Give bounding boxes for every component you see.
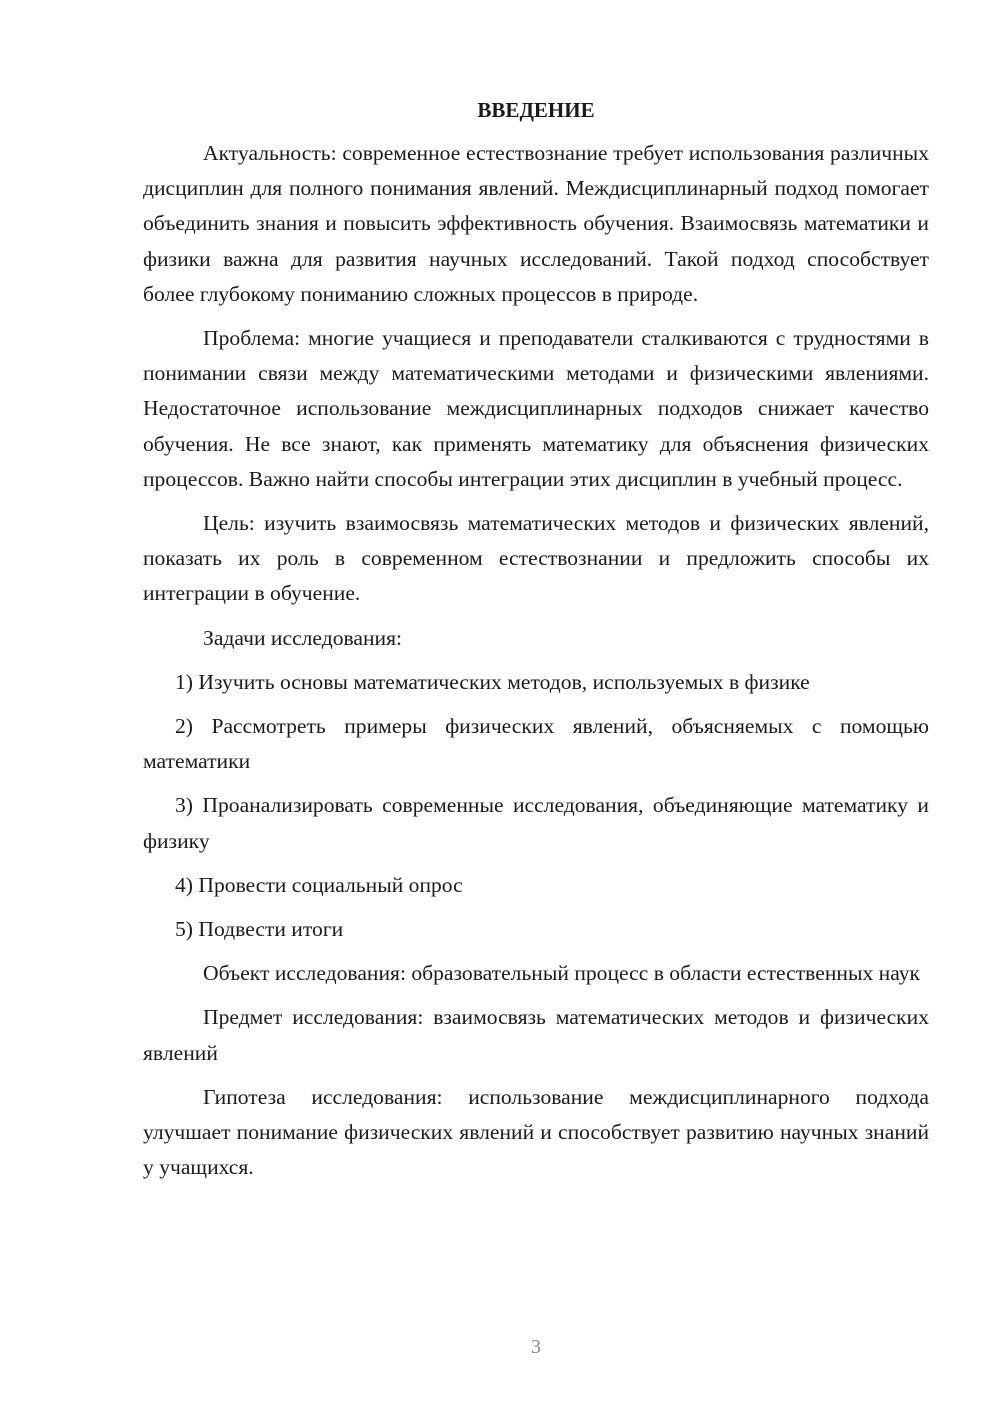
relevance-paragraph: Актуальность: современное естествознание требует использования различных дисциплин для полного понимания явлений. Междисциплинарный подход помогает объединить знания и повысить эффективность обучения. Взаимосвязь математики и физики важна для развития научных исследований. Такой подход способствует более глубокому пониманию сложных процессов в природе. xyxy=(143,141,929,306)
page-content xyxy=(143,92,929,1194)
goal-paragraph: Цель: изучить взаимосвязь математических методов и физических явлений, показать их роль в современном естествознании и предложить способы их интеграции в обучение. xyxy=(143,511,929,606)
page-title: ВВЕДЕНИЕ xyxy=(477,98,595,122)
task-item-3: 3) Проанализировать современные исследования, объединяющие математику и физику xyxy=(143,793,929,853)
task-item-2: 2) Рассмотреть примеры физических явлений, объясняемых с помощью математики xyxy=(143,714,929,774)
hypothesis-paragraph: Гипотеза исследования: использование междисциплинарного подхода улучшает понимание физических явлений и способствует развитию научных знаний у учащихся. xyxy=(143,1084,929,1180)
task-item-4: 4) Провести социальный опрос xyxy=(175,872,463,897)
tasks-heading: Задачи исследования: xyxy=(203,625,403,650)
task-item-1: 1) Изучить основы математических методов, используемых в физике xyxy=(175,669,810,694)
subject-paragraph: Предмет исследования: взаимосвязь математических методов и физических явлений xyxy=(143,1005,929,1065)
task-item-5: 5) Подвести итоги xyxy=(175,917,344,942)
object-paragraph: Объект исследования: образовательный процесс в области естественных наук xyxy=(203,961,920,986)
problem-paragraph: Проблема: многие учащиеся и преподаватели сталкиваются с трудностями в понимании связи между математическими методами и физическими явлениями. Недостаточное использование междисциплинарных подходов снижает качество обучения. Не все знают, как применять математику для объяснения физических процессов. Важно найти способы интеграции этих дисциплин в учебный процесс. xyxy=(143,326,929,491)
page-number: 3 xyxy=(531,1336,541,1358)
